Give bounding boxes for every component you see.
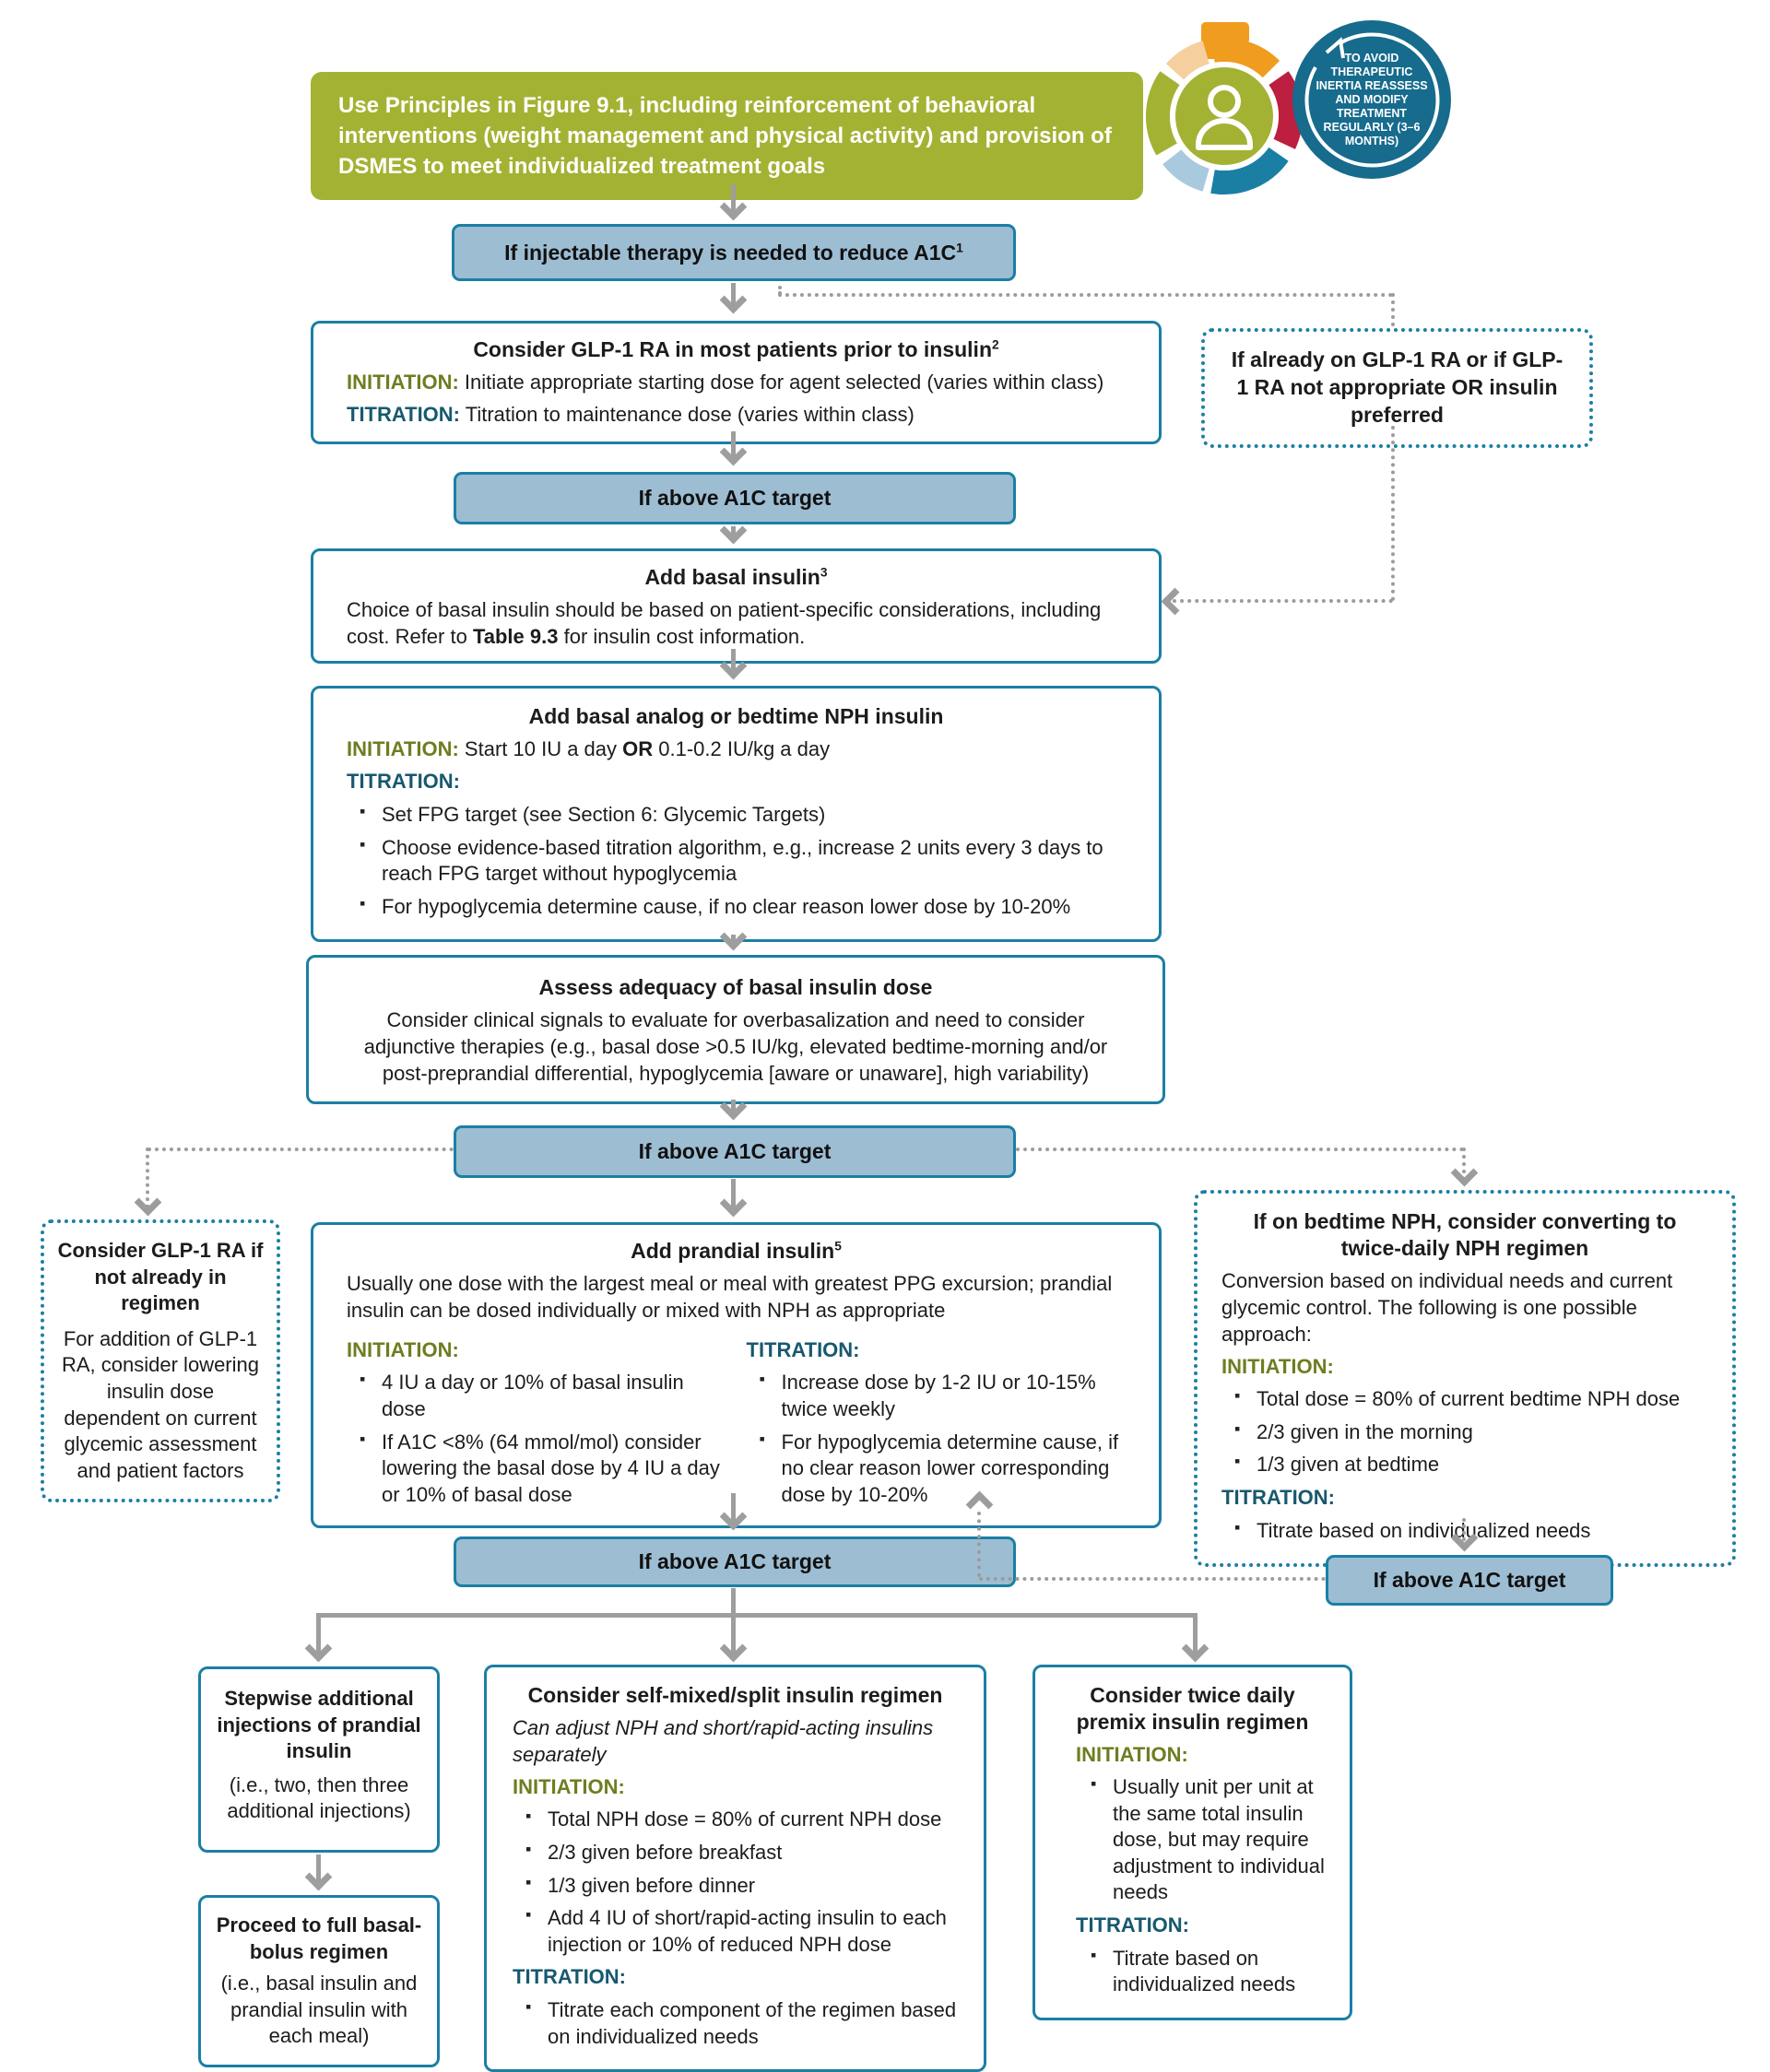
prandial-title: Add prandial insulin$^5$	[631, 1239, 842, 1263]
list-item: ▪ Titrate each component of the regimen based on individualized needs	[525, 1997, 958, 2050]
arrow-down-icon	[720, 1635, 748, 1663]
dotted-connector	[1016, 1148, 1464, 1151]
basal-box-body: Choice of basal insulin should be based on patient-specific considerations, including cost. Refer to Table 9.3 for insulin cost information.	[347, 597, 1102, 648]
dotted-connector	[979, 1577, 1326, 1581]
glp1-consideration-box	[311, 321, 1162, 444]
nph-conversion-body: Conversion based on individual needs and current glycemic control. The following is one possible approach:	[1221, 1268, 1673, 1346]
consider-glp1-title: Consider GLP-1 RA if not already in regimen	[57, 1239, 264, 1315]
nph-titration-label: TITRATION:	[1221, 1485, 1336, 1509]
nph-initiation-label: INITIATION:	[1221, 1354, 1334, 1378]
self-mixed-split-box	[484, 1665, 986, 2072]
glp1-initiation-line: INITIATION: Initiate appropriate starting dose for agent selected (varies within class)	[347, 370, 1104, 394]
arrow-down-icon	[720, 287, 748, 314]
twice-daily-premix-box	[1032, 1665, 1352, 2020]
add-prandial-insulin-box	[311, 1222, 1162, 1528]
list-item: ▪ Usually unit per unit at the same total insulin dose, but may require adjustment to individual needs	[1091, 1774, 1331, 1906]
dotted-connector	[977, 1512, 981, 1577]
add-basal-insulin-box	[311, 548, 1162, 664]
patient-cycle-graphic	[1132, 13, 1316, 199]
list-item: ▪ Set FPG target (see Section 6: Glycemic Targets)	[360, 802, 1126, 829]
basal-analog-titration-list	[347, 802, 1126, 920]
list-item: ▪ Choose evidence-based titration algorithm, e.g., increase 2 units every 3 days to reach FPG target without hypoglycemia	[360, 835, 1126, 888]
stepwise-body: (i.e., two, then three additional injections)	[227, 1772, 411, 1823]
add-basal-analog-box	[311, 686, 1162, 942]
if-above-a1c-text: If above A1C target	[638, 1549, 832, 1573]
dotted-connector	[1391, 293, 1395, 326]
arrow-down-icon	[1182, 1635, 1210, 1663]
injectable-therapy-text: If injectable therapy is needed to reduce $A1C^1$	[504, 240, 963, 265]
list-item: ▪ Total dose = 80% of current bedtime NPH dose	[1234, 1386, 1708, 1413]
list-item: ▪ Increase dose by 1-2 IU or 10-15% twice weekly	[760, 1370, 1127, 1422]
full-basal-bolus-box	[198, 1895, 440, 2067]
consider-glp1-box	[41, 1219, 280, 1502]
flow-line	[731, 1588, 736, 1616]
basal-bolus-body: (i.e., basal insulin and prandial insulin with each meal)	[220, 1972, 418, 2048]
arrow-down-icon	[720, 1190, 748, 1218]
list-item: ▪ For hypoglycemia determine cause, if no clear reason lower corresponding dose by 10-20%	[760, 1430, 1127, 1509]
if-above-a1c-box-3	[454, 1536, 1016, 1587]
already-on-glp1-text: If already on GLP-1 RA or if GLP-1 RA not appropriate OR insulin preferred	[1231, 347, 1564, 427]
if-above-a1c-box-1	[454, 472, 1016, 524]
nph-conversion-box	[1194, 1190, 1736, 1567]
list-item: ▪ 1/3 given at bedtime	[1234, 1452, 1708, 1478]
assess-title: Assess adequacy of basal insulin dose	[538, 975, 933, 999]
if-above-a1c-text: If above A1C target	[638, 486, 832, 510]
self-mixed-subtitle: Can adjust NPH and short/rapid-acting insulins separately	[513, 1715, 934, 1766]
self-mixed-title: Consider self-mixed/split insulin regimen	[527, 1683, 943, 1707]
premix-titration-label: TITRATION:	[1076, 1913, 1190, 1937]
glp1-box-title: Consider GLP-1 RA in most patients prior to insulin$^2$	[473, 337, 999, 361]
basal-bolus-title: Proceed to full basal-bolus regimen	[216, 1913, 422, 1963]
reassess-text: TO AVOID THERAPEUTIC INERTIA REASSESS AND MODIFY TREATMENT REGULARLY (3–6 MONTHS)	[1316, 52, 1428, 147]
basal-box-title: Add basal insulin$^3$	[644, 565, 828, 589]
consider-glp1-body: For addition of GLP-1 RA, consider lowering insulin dose dependent on current glycemic assessment and patient factors	[62, 1326, 259, 1482]
premix-title: Consider twice daily premix insulin regimen	[1076, 1683, 1309, 1734]
nph-conversion-title: If on bedtime NPH, consider converting to twice-daily NPH regimen	[1253, 1209, 1677, 1260]
if-above-a1c-text: If above A1C target	[638, 1139, 832, 1163]
prandial-titration-label: TITRATION:	[746, 1337, 860, 1361]
patient-cycle-icon	[1132, 13, 1316, 199]
start-principles-box	[311, 72, 1143, 200]
reassess-reminder-badge	[1292, 20, 1451, 179]
dotted-connector	[1391, 426, 1395, 601]
basal-analog-titration-label: TITRATION:	[347, 770, 461, 794]
arrow-down-icon	[135, 1189, 162, 1217]
prandial-titration-col	[747, 1331, 1127, 1515]
list-item: ▪ If A1C <8% (64 mmol/mol) consider lowering the basal dose by 4 IU a day or 10% of basal dose	[360, 1430, 726, 1509]
premix-initiation-list	[1054, 1774, 1331, 1906]
assess-basal-dose-box	[306, 955, 1165, 1104]
list-item: ▪ 1/3 given before dinner	[525, 1873, 958, 1900]
arrow-down-icon	[1451, 1160, 1479, 1187]
already-on-glp1-box	[1201, 328, 1593, 448]
list-item: ▪ Titrate based on individualized needs	[1091, 1946, 1331, 1998]
arrow-down-icon	[305, 1864, 333, 1891]
list-item: ▪ 2/3 given in the morning	[1234, 1419, 1708, 1446]
premix-titration-list	[1054, 1946, 1331, 1998]
prandial-initiation-label: INITIATION:	[347, 1337, 459, 1361]
arrow-down-icon	[305, 1635, 333, 1663]
self-mixed-titration-list	[513, 1997, 958, 2050]
dotted-connector	[148, 1148, 454, 1151]
self-mixed-initiation-label: INITIATION:	[513, 1774, 625, 1798]
list-item: ▪ Titrate based on individualized needs	[1234, 1518, 1708, 1545]
prandial-initiation-col	[347, 1331, 726, 1515]
prandial-initiation-list	[347, 1370, 726, 1508]
dotted-connector	[1173, 599, 1393, 603]
prandial-body: Usually one dose with the largest meal or meal with greatest PPG excursion; prandial insulin can be dosed individually or mixed with NPH as appropriate	[347, 1271, 1113, 1322]
stepwise-title: Stepwise additional injections of prandial insulin	[217, 1687, 421, 1763]
basal-analog-initiation-line: INITIATION: Start 10 IU a day OR 0.1-0.2 IU/kg a day	[347, 736, 831, 760]
if-above-a1c-box-2	[454, 1125, 1016, 1178]
start-principles-text: Use Principles in Figure 9.1, including reinforcement of behavioral interventions (weight management and physical activity) and provision of DSMES to meet individualized treatment goals	[338, 93, 1112, 180]
prandial-titration-list	[747, 1370, 1127, 1508]
self-mixed-initiation-list	[513, 1807, 958, 1958]
list-item: ▪ 2/3 given before breakfast	[525, 1840, 958, 1866]
list-item: ▪ Total NPH dose = 80% of current NPH dose	[525, 1807, 958, 1833]
injectable-therapy-box	[452, 224, 1016, 281]
arrow-left-icon	[1162, 588, 1189, 616]
if-above-a1c-text: If above A1C target	[1373, 1568, 1566, 1592]
glp1-titration-line: TITRATION: Titration to maintenance dose (varies within class)	[347, 403, 914, 427]
list-item: ▪ For hypoglycemia determine cause, if no clear reason lower dose by 10-20%	[360, 894, 1126, 921]
stepwise-injections-box	[198, 1666, 440, 1853]
basal-analog-title: Add basal analog or bedtime NPH insulin	[528, 704, 944, 728]
nph-initiation-list	[1221, 1386, 1708, 1478]
dotted-connector	[778, 293, 1393, 297]
assess-body: Consider clinical signals to evaluate for overbasalization and need to consider adjunctive therapies (e.g., basal dose >0.5 IU/kg, elevated bedtime-morning and/or post-preprandial differential, hypoglycemia [aware or unaware], high variability)	[363, 1007, 1108, 1085]
self-mixed-titration-label: TITRATION:	[513, 1965, 627, 1989]
premix-initiation-label: INITIATION:	[1076, 1742, 1188, 1766]
branch-line	[316, 1613, 1198, 1618]
if-above-a1c-box-4	[1326, 1555, 1613, 1606]
list-item: ▪ 4 IU a day or 10% of basal insulin dose	[360, 1370, 726, 1422]
list-item: ▪ Add 4 IU of short/rapid-acting insulin to each injection or 10% of reduced NPH dose	[525, 1905, 958, 1958]
